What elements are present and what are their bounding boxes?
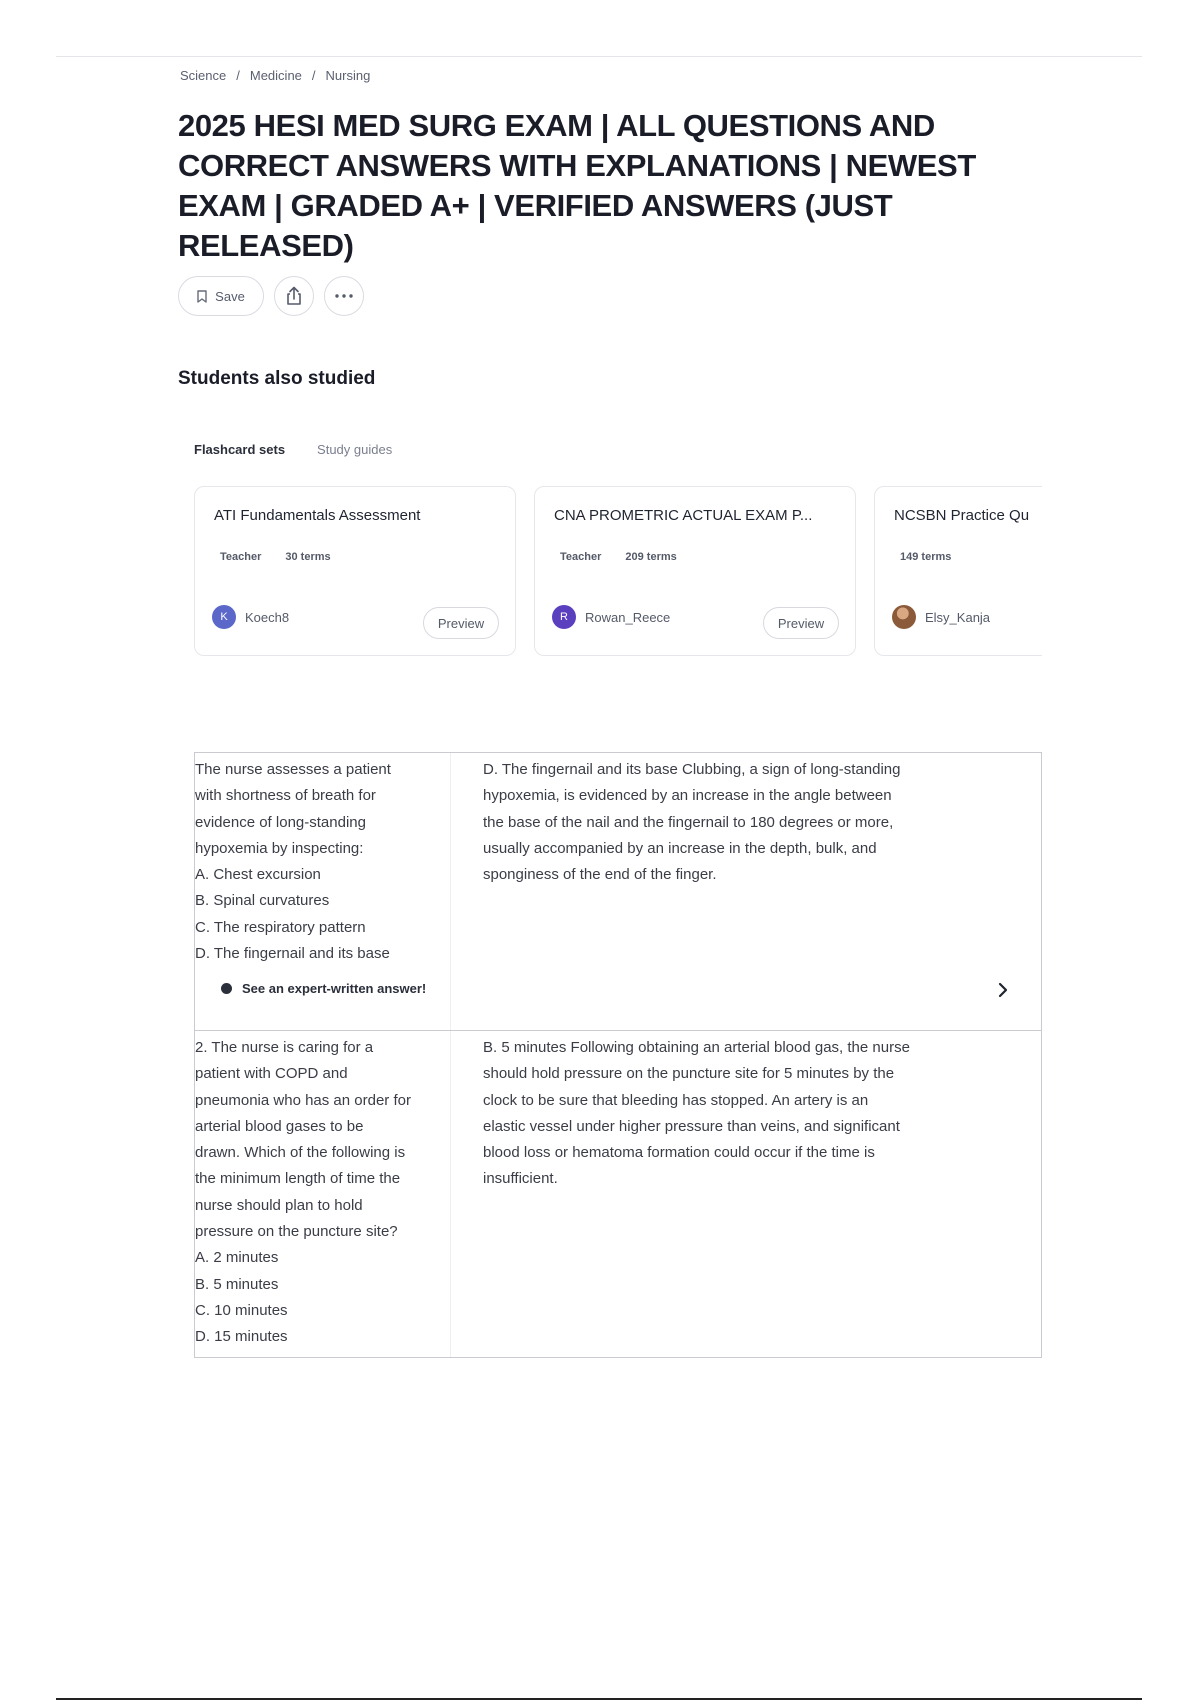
- breadcrumb-separator: /: [236, 68, 240, 83]
- avatar: R: [552, 605, 576, 629]
- study-set-title: NCSBN Practice Qu: [894, 507, 1030, 524]
- question-line: the minimum length of time the: [195, 1170, 401, 1188]
- question-line: with shortness of breath for: [195, 787, 376, 805]
- breadcrumb-science[interactable]: Science: [180, 68, 227, 83]
- badge-dot-icon: [221, 983, 232, 994]
- answer-line: hypoxemia, is evidenced by an increase in the angle between: [483, 787, 892, 805]
- answer-line: elastic vessel under higher pressure than veins, and significant: [483, 1117, 900, 1135]
- preview-button[interactable]: Preview: [763, 607, 839, 639]
- study-set-terms: 209 terms: [625, 551, 677, 563]
- study-set-title: ATI Fundamentals Assessment: [214, 507, 421, 524]
- answer-option: C. The respiratory pattern: [195, 918, 366, 936]
- answer-line: B. 5 minutes Following obtaining an arterial blood gas, the nurse: [483, 1039, 910, 1056]
- answer-cell: [483, 757, 963, 888]
- author-name: Koech8: [245, 609, 290, 625]
- top-divider: [56, 56, 1142, 57]
- share-button[interactable]: [274, 276, 314, 316]
- study-set-terms: 30 terms: [285, 551, 331, 563]
- study-set-role: Teacher: [560, 551, 602, 563]
- answer-option: D. 15 minutes: [195, 1328, 288, 1346]
- save-button[interactable]: [178, 276, 264, 316]
- chevron-right-icon[interactable]: [993, 980, 1013, 1000]
- answer-cell: [483, 1035, 963, 1193]
- question-line: hypoxemia by inspecting:: [195, 839, 364, 857]
- share-icon: [285, 286, 303, 306]
- answer-option: A. 2 minutes: [195, 1249, 279, 1267]
- study-tabs: [194, 442, 392, 457]
- page-title-line: EXAM | GRADED A+ | VERIFIED ANSWERS (JUST: [178, 188, 893, 223]
- page-title-line: 2025 HESI MED SURG EXAM | ALL QUESTIONS AND: [178, 108, 935, 143]
- study-set-card[interactable]: [874, 486, 1042, 656]
- question-line: nurse should plan to hold: [195, 1196, 363, 1214]
- study-set-meta: [900, 551, 951, 563]
- answer-line: insufficient.: [483, 1170, 558, 1188]
- answer-line: D. The fingernail and its base Clubbing, a sign of long-standing: [483, 761, 901, 778]
- students-also-studied-heading: Students also studied: [178, 368, 376, 389]
- question-line: pneumonia who has an order for: [195, 1091, 411, 1109]
- study-set-meta: [220, 551, 331, 563]
- question-line: 2. The nurse is caring for a: [195, 1039, 374, 1056]
- answer-line: blood loss or hematoma formation could occur if the time is: [483, 1144, 875, 1162]
- page-title-line: CORRECT ANSWERS WITH EXPLANATIONS | NEWEST: [178, 148, 976, 183]
- author-name: Elsy_Kanja: [925, 609, 991, 625]
- save-label: Save: [215, 288, 245, 304]
- study-set-title: CNA PROMETRIC ACTUAL EXAM P...: [554, 507, 813, 524]
- question-line: patient with COPD and: [195, 1065, 348, 1083]
- study-set-author: [552, 605, 670, 629]
- answer-option: B. Spinal curvatures: [195, 892, 330, 910]
- study-set-carousel: [194, 486, 1042, 656]
- question-line: drawn. Which of the following is: [195, 1144, 406, 1162]
- more-options-button[interactable]: [324, 276, 364, 316]
- question-cell: [195, 1031, 451, 1357]
- qa-table: [194, 752, 1042, 1358]
- study-set-author: [892, 605, 990, 629]
- answer-option: A. Chest excursion: [195, 866, 321, 884]
- expert-answer-label: See an expert-written answer!: [242, 981, 427, 996]
- study-set-card[interactable]: [194, 486, 516, 656]
- question-cell: [195, 753, 451, 1030]
- question-line: arterial blood gases to be: [195, 1117, 364, 1135]
- study-set-terms: 149 terms: [900, 551, 952, 563]
- study-set-card[interactable]: [534, 486, 856, 656]
- page-title-line: RELEASED): [178, 228, 354, 263]
- expert-answer-link[interactable]: [221, 981, 426, 996]
- answer-line: clock to be sure that bleeding has stopped. An artery is an: [483, 1091, 869, 1109]
- more-horizontal-icon: [335, 294, 353, 298]
- study-set-meta: [560, 551, 677, 563]
- question-line: evidence of long-standing: [195, 813, 366, 831]
- qa-row: [195, 753, 1041, 1031]
- question-line: pressure on the puncture site?: [195, 1223, 398, 1241]
- answer-line: the base of the nail and the fingernail to 180 degrees or more,: [483, 813, 894, 831]
- document-actions: [178, 276, 364, 316]
- breadcrumb-nursing[interactable]: Nursing: [325, 68, 371, 83]
- tab-study-guides[interactable]: Study guides: [317, 442, 393, 457]
- breadcrumb-medicine[interactable]: Medicine: [249, 68, 302, 83]
- breadcrumb-separator: /: [311, 68, 316, 83]
- question-line: The nurse assesses a patient: [195, 761, 391, 778]
- qa-row: [195, 1031, 1041, 1357]
- avatar: K: [212, 605, 236, 629]
- answer-option: D. The fingernail and its base: [195, 945, 390, 963]
- answer-option: C. 10 minutes: [195, 1301, 288, 1319]
- preview-button[interactable]: Preview: [423, 607, 499, 639]
- author-name: Rowan_Reece: [585, 609, 671, 625]
- answer-option: B. 5 minutes: [195, 1275, 279, 1293]
- breadcrumb: [180, 68, 370, 83]
- answer-line: sponginess of the end of the finger.: [483, 866, 717, 884]
- answer-line: should hold pressure on the puncture site for 5 minutes by the: [483, 1065, 895, 1083]
- bookmark-icon: [197, 290, 207, 303]
- tab-flashcard-sets[interactable]: Flashcard sets: [194, 442, 286, 457]
- study-set-author: [212, 605, 289, 629]
- answer-line: usually accompanied by an increase in the depth, bulk, and: [483, 839, 877, 857]
- page-title: [178, 106, 1028, 266]
- avatar: [892, 605, 916, 629]
- study-set-role: Teacher: [220, 551, 262, 563]
